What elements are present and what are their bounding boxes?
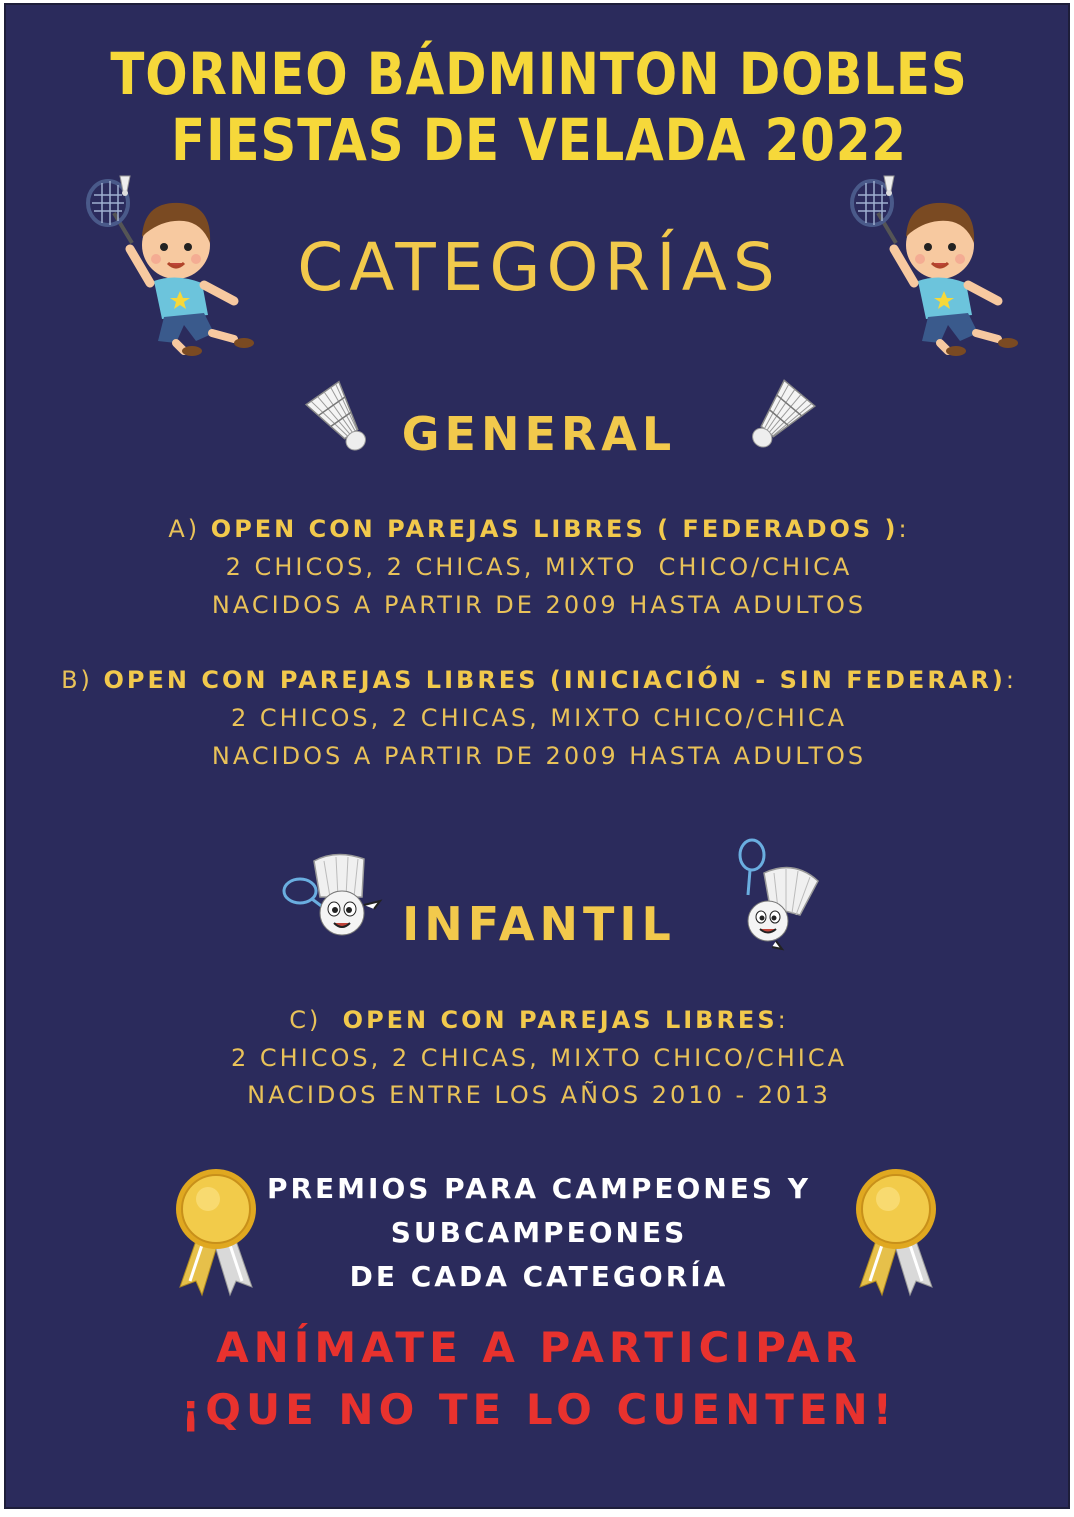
cta-line-1: ANÍMATE A PARTICIPAR <box>216 1323 862 1372</box>
category-a-title: A) OPEN CON PAREJAS LIBRES ( FEDERADOS ): <box>168 515 910 543</box>
shuttlecock-mascot-icon <box>734 837 826 955</box>
title-line-2: FIESTAS DE VELADA 2022 <box>171 106 907 174</box>
category-c-ages: NACIDOS ENTRE LOS AÑOS 2010 - 2013 <box>247 1081 831 1109</box>
category-c-title: C) OPEN CON PAREJAS LIBRES: <box>289 1006 789 1034</box>
prizes-line-1: PREMIOS PARA CAMPEONES Y <box>266 1172 812 1205</box>
infantil-heading: INFANTIL <box>402 897 676 951</box>
general-heading: GENERAL <box>401 407 677 461</box>
prizes-line-2: SUBCAMPEONES <box>390 1216 688 1249</box>
category-a-ages: NACIDOS A PARTIR DE 2009 HASTA ADULTOS <box>211 591 867 619</box>
poster <box>4 3 1070 1509</box>
cta-line-2: ¡QUE NO TE LO CUENTEN! <box>181 1385 897 1434</box>
category-b-title: B) OPEN CON PAREJAS LIBRES (INICIACIÓN - SIN FEDERAR): <box>61 666 1017 694</box>
category-b-ages: NACIDOS A PARTIR DE 2009 HASTA ADULTOS <box>211 742 867 770</box>
category-b-players: 2 CHICOS, 2 CHICAS, MIXTO CHICO/CHICA <box>230 704 848 732</box>
shuttlecock-icon <box>734 377 820 463</box>
categories-heading: CATEGORÍAS <box>297 229 781 306</box>
medal-icon <box>848 1165 944 1297</box>
title-line-1: TORNEO BÁDMINTON DOBLES <box>110 40 968 108</box>
category-a-players: 2 CHICOS, 2 CHICAS, MIXTO CHICO/CHICA <box>225 553 853 581</box>
prizes-line-3: DE CADA CATEGORÍA <box>349 1260 729 1293</box>
category-c-players: 2 CHICOS, 2 CHICAS, MIXTO CHICO/CHICA <box>230 1044 848 1072</box>
